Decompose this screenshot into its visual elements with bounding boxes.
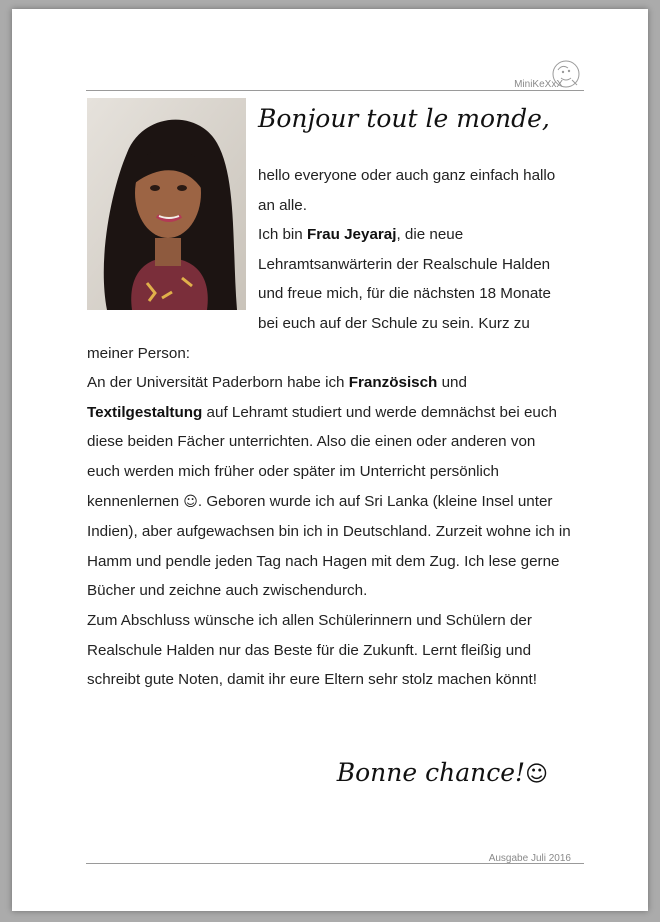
subject-french: Französisch bbox=[348, 374, 438, 392]
bio-text-b: und bbox=[437, 374, 467, 392]
closing-line bbox=[0, 758, 548, 787]
bio-text-c: auf Lehramt studiert und werde demnächst bei euch diese beiden Fächer unterrichten. Also die einen oder anderen von euch werden mich früher oder später im Unterricht persönlich kennenlernen bbox=[87, 403, 557, 510]
document-page bbox=[12, 9, 648, 911]
closing-smiley-icon: ☺ bbox=[525, 762, 548, 787]
article-body bbox=[87, 161, 572, 695]
edition-label: Ausgabe Juli 2016 bbox=[488, 853, 571, 864]
article-title: Bonjour tout le monde, bbox=[258, 104, 550, 133]
paragraph-greeting: hello everyone oder auch ganz einfach hallo an alle. bbox=[258, 167, 556, 214]
subject-textile: Textilgestaltung bbox=[87, 403, 203, 421]
intro-text: Ich bin bbox=[258, 226, 307, 244]
smiley-icon: ☺ bbox=[183, 493, 198, 510]
paragraph-bio bbox=[87, 368, 572, 606]
closing-text: Bonne chance! bbox=[336, 758, 526, 787]
doodle-face-icon bbox=[550, 58, 582, 90]
bio-text-d: . Geboren wurde ich auf Sri Lanka (kleine Insel unter Indien), aber aufgewachsen bin ich in Deutschland. Zurzeit wohne ich in Hamm und pendle jeden Tag nach Hagen mit dem Zug. Ich lese gerne Bücher und zeichne auch zwischendurch. bbox=[87, 492, 571, 600]
bio-text-a: An der Universität Paderborn habe ich bbox=[87, 374, 349, 392]
intro-rest: , die neue Lehramtsanwärterin der Realschule Halden und freue mich, für die nächsten 18 Monate bei euch auf der Schule zu sein. Kurz zu meiner Person: bbox=[87, 226, 551, 362]
photo-wrap-space bbox=[87, 161, 258, 309]
header-divider bbox=[86, 90, 584, 91]
author-label: MiniKeXxX bbox=[514, 79, 563, 90]
paragraph-closing: Zum Abschluss wünsche ich allen Schülerinnern und Schülern der Realschule Halden nur das Beste für die Zukunft. Lernt fleißig und schreibt gute Noten, damit ihr eure Eltern sehr stolz machen könnt! bbox=[87, 611, 537, 689]
teacher-name: Frau Jeyaraj bbox=[306, 226, 397, 244]
